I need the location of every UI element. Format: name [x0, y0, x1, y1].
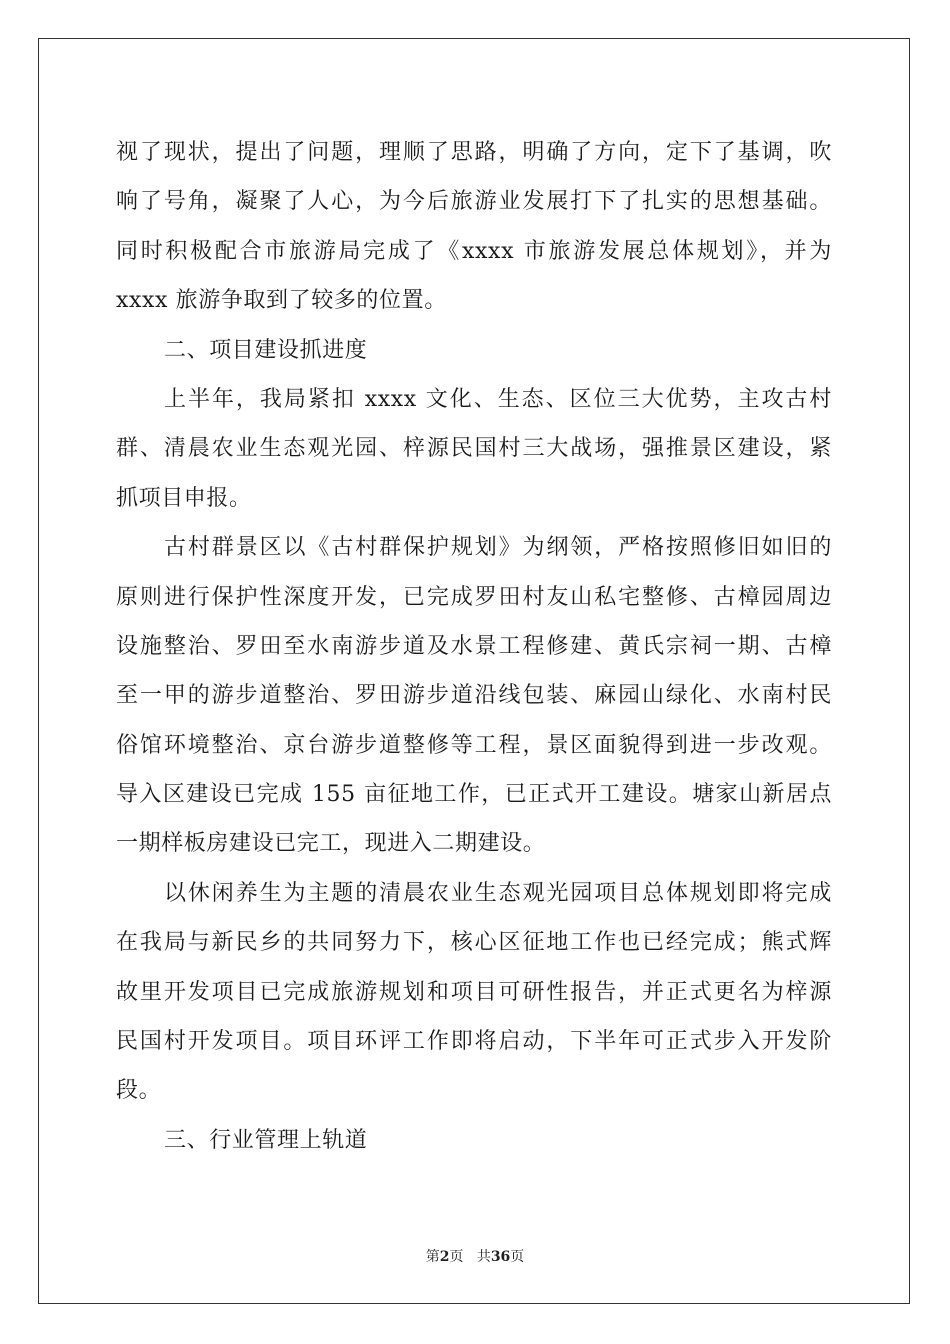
- text-line: 三、行业管理上轨道: [164, 1127, 368, 1153]
- text-line: 上半年，我局紧扣 xxxx 文化、生态、区位三大优势，主攻古村: [164, 386, 832, 412]
- text-line: 古村群景区以《古村群保护规划》为纲领，严格按照修旧如旧的: [164, 535, 832, 561]
- text-line: 抓项目申报。: [116, 485, 252, 511]
- text-line: 同时积极配合市旅游局完成了《xxxx 市旅游发展总体规划》，并为: [116, 238, 832, 264]
- text-line: 群、清晨农业生态观光园、梓源民国村三大战场，强推景区建设，紧: [116, 436, 832, 462]
- text-line: 设施整治、罗田至水南游步道及水景工程修建、黄氏宗祠一期、古樟: [116, 633, 832, 659]
- text-line: 俗馆环境整治、京台游步道整修等工程，景区面貌得到进一步改观。: [116, 732, 832, 758]
- text-line: 一期样板房建设已完工，现进入二期建设。: [116, 831, 546, 857]
- text-line: 视了现状，提出了问题，理顺了思路，明确了方向，定下了基调，吹: [116, 140, 832, 165]
- text-line: 原则进行保护性深度开发，已完成罗田村友山私宅整修、古樟园周边: [116, 584, 832, 610]
- text-line: 响了号角，凝聚了人心，为今后旅游业发展打下了扎实的思想基础。: [116, 189, 832, 215]
- text-line: 二、项目建设抓进度: [164, 337, 368, 363]
- current-page-number: 2: [439, 1249, 450, 1265]
- footer-prefix: 第: [425, 1249, 440, 1265]
- footer-total-prefix: 共: [476, 1249, 491, 1265]
- page-footer: [0, 1246, 950, 1266]
- text-line: 段。: [116, 1078, 162, 1104]
- document-body: [116, 128, 832, 1165]
- text-line: 以休闲养生为主题的清晨农业生态观光园项目总体规划即将完成: [164, 880, 832, 906]
- text-line: xxxx 旅游争取到了较多的位置。: [116, 288, 447, 314]
- footer-page-suffix: 页: [449, 1249, 464, 1265]
- footer-total-suffix: 页: [510, 1249, 525, 1265]
- text-line: 民国村开发项目。项目环评工作即将启动，下半年可正式步入开发阶: [116, 1029, 832, 1055]
- text-line: 导入区建设已完成 155 亩征地工作，已正式开工建设。塘家山新居点: [116, 782, 832, 808]
- text-line: 至一甲的游步道整治、罗田游步道沿线包装、麻园山绿化、水南村民: [116, 683, 832, 709]
- text-line: 在我局与新民乡的共同努力下，核心区征地工作也已经完成；熊式辉: [116, 930, 832, 956]
- text-line: 故里开发项目已完成旅游规划和项目可研性报告，并正式更名为梓源: [116, 979, 832, 1005]
- total-page-count: 36: [490, 1249, 511, 1265]
